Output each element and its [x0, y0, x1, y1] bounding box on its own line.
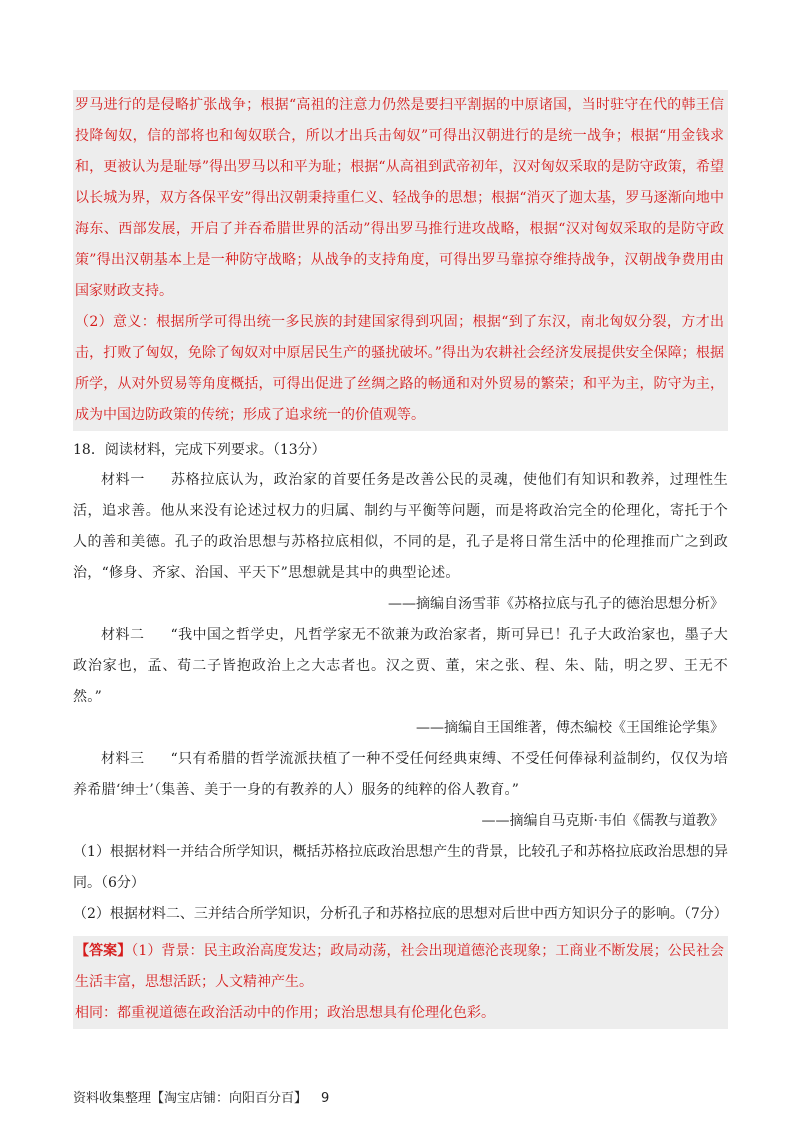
sub-question-2: （2）根据材料二、三并结合所学知识，分析孔子和苏格拉底的思想对后世中西方知识分子的影响。（7分） — [73, 906, 728, 922]
material-2-label: 材料二 — [101, 627, 145, 643]
answer-bottom-text-1: （1）背景：民主政治高度发达；政局动荡，社会出现道德沦丧现象；工商业不断发展；公民社会生活丰富，思想活跃；人文精神产生。 — [75, 943, 725, 990]
question-title: 18．阅读材料，完成下列要求。（13分） — [73, 442, 326, 458]
answer-bottom-paragraph-1 — [75, 936, 724, 998]
material-1 — [73, 465, 728, 589]
material-2-source: ——摘编自王国维著，傅杰编校《王国维论学集》 — [416, 720, 724, 736]
answer-block-bottom — [73, 936, 728, 1029]
material-3-source: ——摘编自马克斯·韦伯《儒教与道教》 — [481, 813, 724, 829]
material-1-label: 材料一 — [101, 472, 146, 488]
answer-block-top — [73, 90, 728, 431]
material-3-label: 材料三 — [101, 751, 145, 767]
sub-question-1: （1）根据材料一并结合所学知识，概括苏格拉底政治思想产生的背景，比较孔子和苏格拉底政治思想的异同。（6分） — [73, 844, 728, 891]
footer-text: 资料收集整理【淘宝店铺：向阳百分百】 — [73, 1091, 308, 1106]
material-2-text: “我中国之哲学史，凡哲学家无不欲兼为政治家者，斯可异已！孔子大政治家也，墨子大政治家也，孟、荀二子皆抱政治上之大志者也。汉之贾、董，宋之张、程、朱、陆，明之罗、王无不然。” — [73, 627, 728, 705]
page-number: 9 — [321, 1091, 330, 1106]
material-1-text: 苏格拉底认为，政治家的首要任务是改善公民的灵魂，使他们有知识和教养，过理性生活，追求善。他从来没有论述过权力的归属、制约与平衡等问题，而是将政治完全的伦理化，寄托于个人的善和美德。孔子的政治思想与苏格拉底相似，不同的是，孔子是将日常生活中的伦理推而广之到政治，“修身、齐家、治国、平天下”思想就是其中的典型论述。 — [73, 472, 728, 581]
answer-bottom-paragraph-2: 相同：都重视道德在政治活动中的作用；政治思想具有伦理化色彩。 — [75, 1005, 495, 1021]
answer-paragraph-1: 罗马进行的是侵略扩张战争；根据“高祖的注意力仍然是要扫平割据的中原诸国，当时驻守在代的韩王信投降匈奴，信的部将也和匈奴联合，所以才出兵击匈奴”可得出汉朝进行的是统一战争；根据“用金钱求和，更被认为是耻辱”得出罗马以和平为耻；根据“从高祖到武帝初年，汉对匈奴采取的是防守政策，希望以长城为界，双方各保平安”得出汉朝秉持重仁义、轻战争的思想；根据“消灭了迦太基，罗马逐渐向地中海东、西部发展，开启了并吞希腊世界的活动”得出罗马推行进攻战略，根据“汉对匈奴采取的是防守政策”得出汉朝基本上是一种防守战略；从战争的支持角度，可得出罗马靠掠夺维持战争，汉朝战争费用由国家财政支持。 — [75, 97, 724, 299]
material-3-text: “只有希腊的哲学流派扶植了一种不受任何经典束缚、不受任何俸禄利益制约，仅仅为培养希腊‘绅士’（集善、美于一身的有教养的人）服务的纯粹的俗人教育。” — [73, 751, 728, 798]
answer-tag: 【答案】 — [75, 943, 132, 959]
document-page — [73, 90, 728, 1029]
material-3 — [73, 744, 728, 806]
answer-paragraph-2: （2）意义：根据所学可得出统一多民族的封建国家得到巩固；根据“到了东汉，南北匈奴分裂，方才出击，打败了匈奴，免除了匈奴对中原居民生产的骚扰破坏。”得出为农耕社会经济发展提供安全保障；根据所学，从对外贸易等角度概括，可得出促进了丝绸之路的畅通和对外贸易的繁荣；和平为主，防守为主，成为中国边防政策的传统；形成了追求统一的价值观等。 — [75, 314, 724, 423]
page-footer — [73, 1087, 329, 1106]
material-2 — [73, 620, 728, 713]
material-1-source: ——摘编自汤雪菲《苏格拉底与孔子的德治思想分析》 — [388, 596, 724, 612]
